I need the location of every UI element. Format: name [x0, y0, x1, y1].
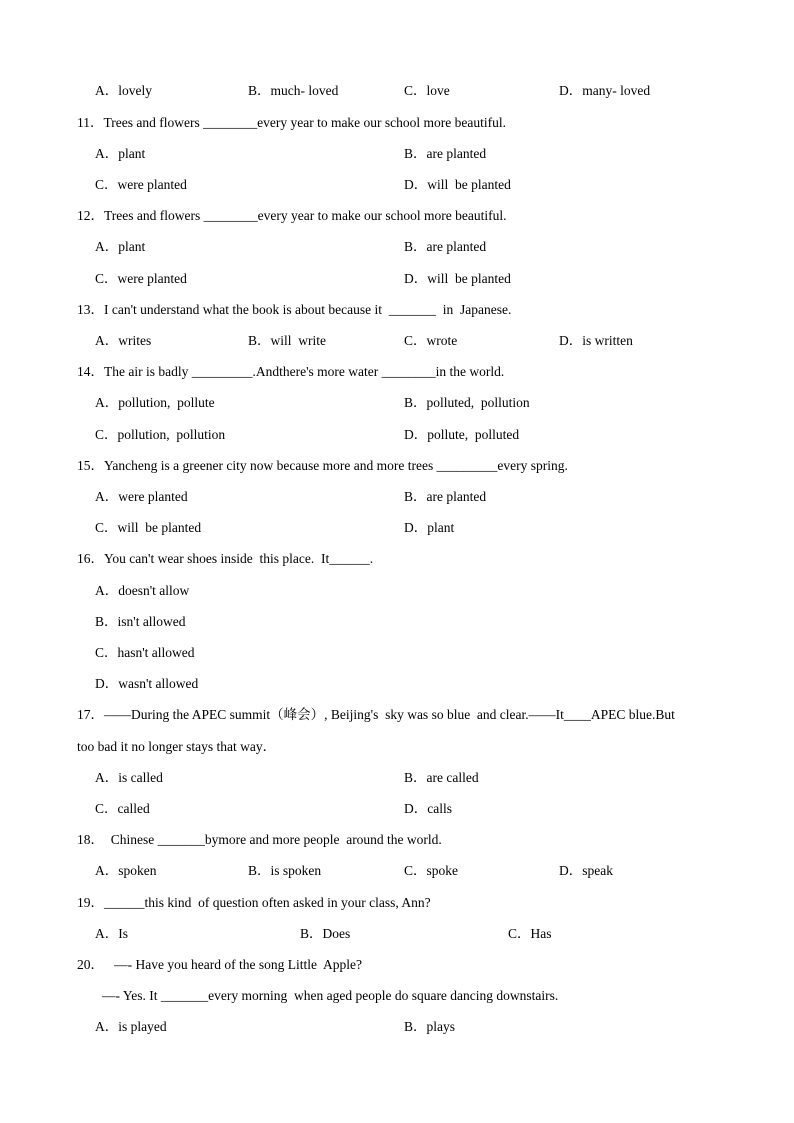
question-stem-continued: too bad it no longer stays that way．: [77, 739, 277, 754]
option-a: A．plant: [95, 239, 146, 254]
option-c: C．will be planted: [95, 520, 202, 535]
option-b: B．is spoken: [248, 863, 322, 878]
option-b: B．are called: [404, 770, 479, 785]
option-c: C．were planted: [95, 271, 187, 286]
question-stem: 11．Trees and flowers ________every year to make our school more beautiful.: [77, 115, 507, 130]
question-stem: 20． —- Have you heard of the song Little Apple?: [77, 957, 362, 972]
question-stem: 17．——During the APEC summit（峰会）, Beijing's sky was so blue and clear.——It____APEC blue.But: [77, 707, 675, 722]
option-b: B．are planted: [404, 489, 487, 504]
option-d: D．many- loved: [559, 83, 651, 98]
option-c: C．called: [95, 801, 150, 816]
option-b: B．polluted, pollution: [404, 395, 530, 410]
option-c: C．Has: [508, 926, 552, 941]
question-stem: 12．Trees and flowers ________every year to make our school more beautiful.: [77, 208, 507, 223]
question-stem: 16．You can't wear shoes inside this place. It______.: [77, 551, 374, 566]
option-d: D．speak: [559, 863, 613, 878]
option-b: B．plays: [404, 1019, 456, 1034]
option-a: A．doesn't allow: [95, 583, 190, 598]
option-c: C．love: [404, 83, 450, 98]
option-d: D．is written: [559, 333, 633, 348]
option-d: D．plant: [404, 520, 455, 535]
question-stem: 18． Chinese _______bymore and more people around the world.: [77, 832, 442, 847]
option-d: D．calls: [404, 801, 452, 816]
option-b: B．are planted: [404, 146, 487, 161]
option-a: A．Is: [95, 926, 128, 941]
option-a: A．plant: [95, 146, 146, 161]
option-a: A．is called: [95, 770, 163, 785]
option-b: B．isn't allowed: [95, 614, 186, 629]
option-a: A．were planted: [95, 489, 188, 504]
question-stem: 19．______this kind of question often asked in your class, Ann?: [77, 895, 431, 910]
option-a: A．spoken: [95, 863, 157, 878]
option-a: A．writes: [95, 333, 152, 348]
option-c: C．hasn't allowed: [95, 645, 195, 660]
option-a: A．pollution, pollute: [95, 395, 215, 410]
question-stem: 15．Yancheng is a greener city now because more and more trees _________every spring.: [77, 458, 568, 473]
option-d: D．wasn't allowed: [95, 676, 199, 691]
option-c: C．wrote: [404, 333, 458, 348]
option-b: B．are planted: [404, 239, 487, 254]
question-stem: 14．The air is badly _________.Andthere's more water ________in the world.: [77, 364, 505, 379]
option-a: A．lovely: [95, 83, 152, 98]
option-b: B．much- loved: [248, 83, 339, 98]
option-a: A．is played: [95, 1019, 167, 1034]
option-d: D．pollute, polluted: [404, 427, 520, 442]
option-c: C．spoke: [404, 863, 458, 878]
question-stem-continued: —- Yes. It _______every morning when aged people do square dancing downstairs.: [102, 988, 559, 1003]
option-d: D．will be planted: [404, 271, 511, 286]
option-b: B．Does: [300, 926, 351, 941]
option-c: C．were planted: [95, 177, 187, 192]
option-c: C．pollution, pollution: [95, 427, 226, 442]
question-stem: 13．I can't understand what the book is about because it _______ in Japanese.: [77, 302, 512, 317]
option-d: D．will be planted: [404, 177, 511, 192]
option-b: B．will write: [248, 333, 326, 348]
